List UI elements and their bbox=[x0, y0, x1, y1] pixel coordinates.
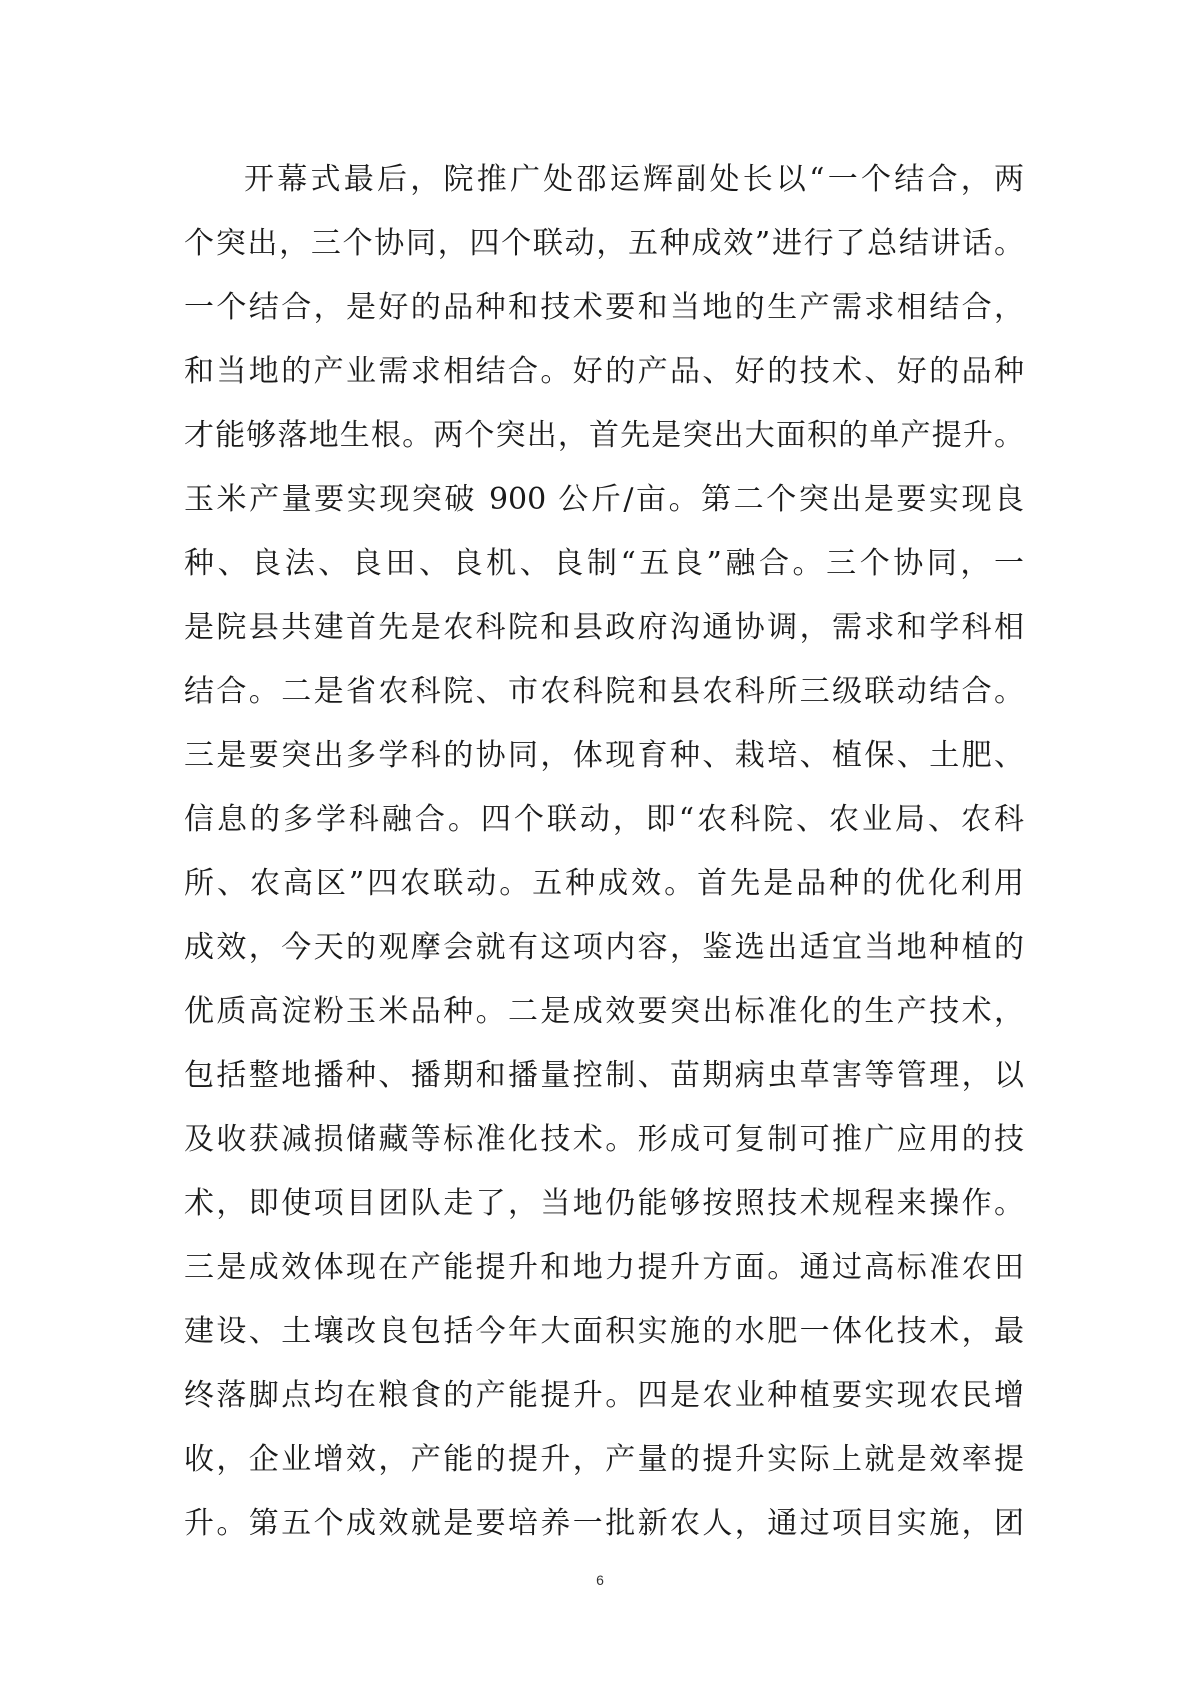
text-line: 收，企业增效，产能的提升，产量的提升实际上就是效率提 bbox=[184, 1442, 1024, 1477]
text-line: 种、良法、良田、良机、良制“五良”融合。三个协同，一 bbox=[184, 546, 1024, 581]
text-line: 及收获减损储藏等标准化技术。形成可复制可推广应用的技 bbox=[184, 1122, 1024, 1157]
text-line: 三是要突出多学科的协同，体现育种、栽培、植保、土肥、 bbox=[184, 738, 1024, 773]
text-line: 是院县共建首先是农科院和县政府沟通协调，需求和学科相 bbox=[184, 610, 1024, 645]
text-line: 结合。二是省农科院、市农科院和县农科所三级联动结合。 bbox=[184, 674, 1024, 709]
text-line: 一个结合，是好的品种和技术要和当地的生产需求相结合， bbox=[184, 290, 1024, 325]
text-line: 包括整地播种、播期和播量控制、苗期病虫草害等管理，以 bbox=[184, 1058, 1024, 1093]
text-line: 建设、土壤改良包括今年大面积实施的水肥一体化技术，最 bbox=[184, 1314, 1024, 1349]
page-number: 6 bbox=[596, 1572, 604, 1588]
text-line: 开幕式最后，院推广处邵运辉副处长以“一个结合，两 bbox=[244, 162, 1024, 197]
text-line: 终落脚点均在粮食的产能提升。四是农业种植要实现农民增 bbox=[184, 1378, 1024, 1413]
body-paragraph bbox=[184, 148, 1024, 1556]
text-line: 成效，今天的观摩会就有这项内容，鉴选出适宜当地种植的 bbox=[184, 930, 1024, 965]
text-line: 升。第五个成效就是要培养一批新农人，通过项目实施，团 bbox=[184, 1506, 1024, 1541]
text-line: 才能够落地生根。两个突出，首先是突出大面积的单产提升。 bbox=[184, 418, 1024, 453]
text-line: 术，即使项目团队走了，当地仍能够按照技术规程来操作。 bbox=[184, 1186, 1024, 1221]
text-line: 和当地的产业需求相结合。好的产品、好的技术、好的品种 bbox=[184, 354, 1024, 389]
text-line: 所、农高区”四农联动。五种成效。首先是品种的优化利用 bbox=[184, 866, 1024, 901]
text-line: 玉米产量要实现突破 900 公斤/亩。第二个突出是要实现良 bbox=[184, 482, 1024, 517]
text-line: 三是成效体现在产能提升和地力提升方面。通过高标准农田 bbox=[184, 1250, 1024, 1285]
text-line: 优质高淀粉玉米品种。二是成效要突出标准化的生产技术， bbox=[184, 994, 1024, 1029]
text-line: 个突出，三个协同，四个联动，五种成效”进行了总结讲话。 bbox=[184, 226, 1024, 261]
text-line: 信息的多学科融合。四个联动，即“农科院、农业局、农科 bbox=[184, 802, 1024, 837]
